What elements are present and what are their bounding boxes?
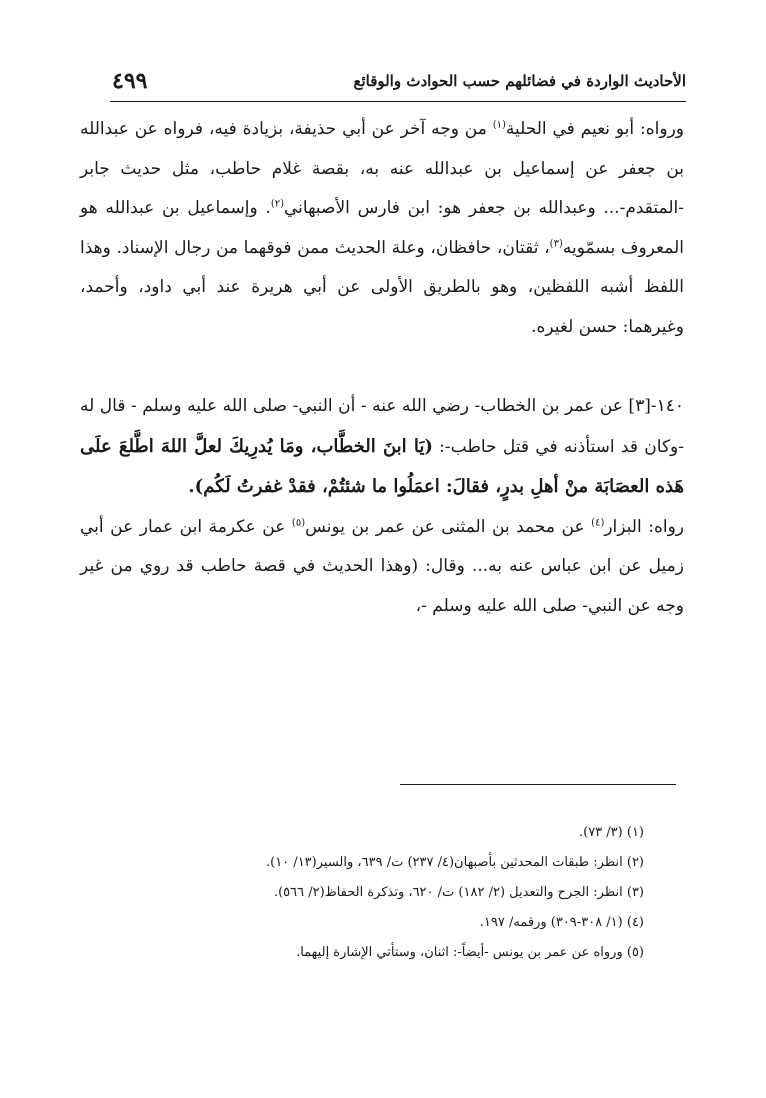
paragraph-riwaya-bazzar (80, 508, 684, 627)
footnote-1: (١) (٣/ ٧٣). (578, 825, 644, 840)
footnotes (90, 818, 644, 968)
main-text (80, 110, 684, 626)
footnote-ref-5: (٥) (291, 516, 306, 528)
text-span: عن محمد بن المثنى عن عمر بن يونس (305, 516, 592, 537)
footnote-separator (400, 784, 676, 785)
running-title: الأحاديث الواردة في فضائلهم حسب الحوادث والوقائع (353, 72, 686, 90)
footnote-ref-4: (٤) (591, 516, 605, 528)
running-header (70, 68, 686, 102)
footnote-2: (٢) انظر: طبقات المحدثين بأصبهان(٤/ ٢٣٧) ت/ ٦٣٩، والسير(١٣/ ١٠). (265, 855, 644, 870)
footnote-ref-1: (١) (492, 119, 506, 131)
paragraph-gap (80, 347, 684, 387)
footnote-3: (٣) انظر: الجرح والتعديل (٢/ ١٨٢) ت/ ٦٢٠، وتذكرة الحفاظ(٢/ ٥٦٦). (273, 885, 644, 900)
text-span: ١٤٠-[٣] عن عمر بن الخطاب- رضي الله عنه - أن النبي- صلى الله عليه وسلم - قال له -وكان قد استأذنه في قتل حاطب-: (80, 396, 685, 457)
header-rule (110, 101, 686, 102)
footnote-ref-3: (٣) (549, 237, 563, 249)
text-span: . وإسماعيل بن عبدالله هو المعروف بسمّويه (80, 198, 684, 258)
paragraph-hadith-140 (80, 387, 684, 508)
text-span: رواه: البزار (604, 516, 685, 537)
footnote-4: (٤) (١/ ٣٠٨-٣٠٩) ورقمه/ ١٩٧. (479, 915, 644, 930)
text-span: ورواه: أبو نعيم في الحلية (505, 119, 684, 139)
hadith-quote: (يَا ابنَ الخطَّاب، ومَا يُدرِيكَ لعلَّ اللهَ اطَّلعَ علَى هَذه العصَابَة منْ أهلِ بدرٍ، فقالَ: اعمَلُوا ما شئتُمْ، فقدْ غفرتُ لَكُم). (80, 435, 684, 497)
text-span: عن عكرمة ابن عمار عن أبي زميل عن ابن عباس عنه به... وقال: (وهذا الحديث في قصة حاطب قد روي من غير وجه عن النبي- صلى الله عليه وسلم -، (80, 516, 684, 616)
text-span: ، ثقتان، حافظان، وعلة الحديث ممن فوقهما من رجال الإسناد. وهذا اللفظ أشبه اللفظين، وهو بالطريق الأولى عن أبي هريرة عند أبي داود، وأحمد، وغيرهما: حسن لغيره. (80, 237, 684, 337)
footnote-ref-2: (٢) (270, 198, 284, 210)
page-number: ٤٩٩ (112, 68, 148, 94)
text-span: من وجه آخر عن أبي حذيفة، بزيادة فيه، فرواه عن عبدالله بن جعفر عن إسماعيل بن عبدالله عنه به، بقصة غلام حاطب، مثل حديث جابر -المتقدم-... وعبدالله بن جعفر هو: ابن فارس الأصبهاني (80, 119, 684, 218)
paragraph-riwaya-abu-nuaym (80, 110, 684, 347)
footnote-5: (٥) ورواه عن عمر بن يونس -أيضاً-: اثنان، وستأتي الإشارة إليهما. (296, 945, 644, 960)
